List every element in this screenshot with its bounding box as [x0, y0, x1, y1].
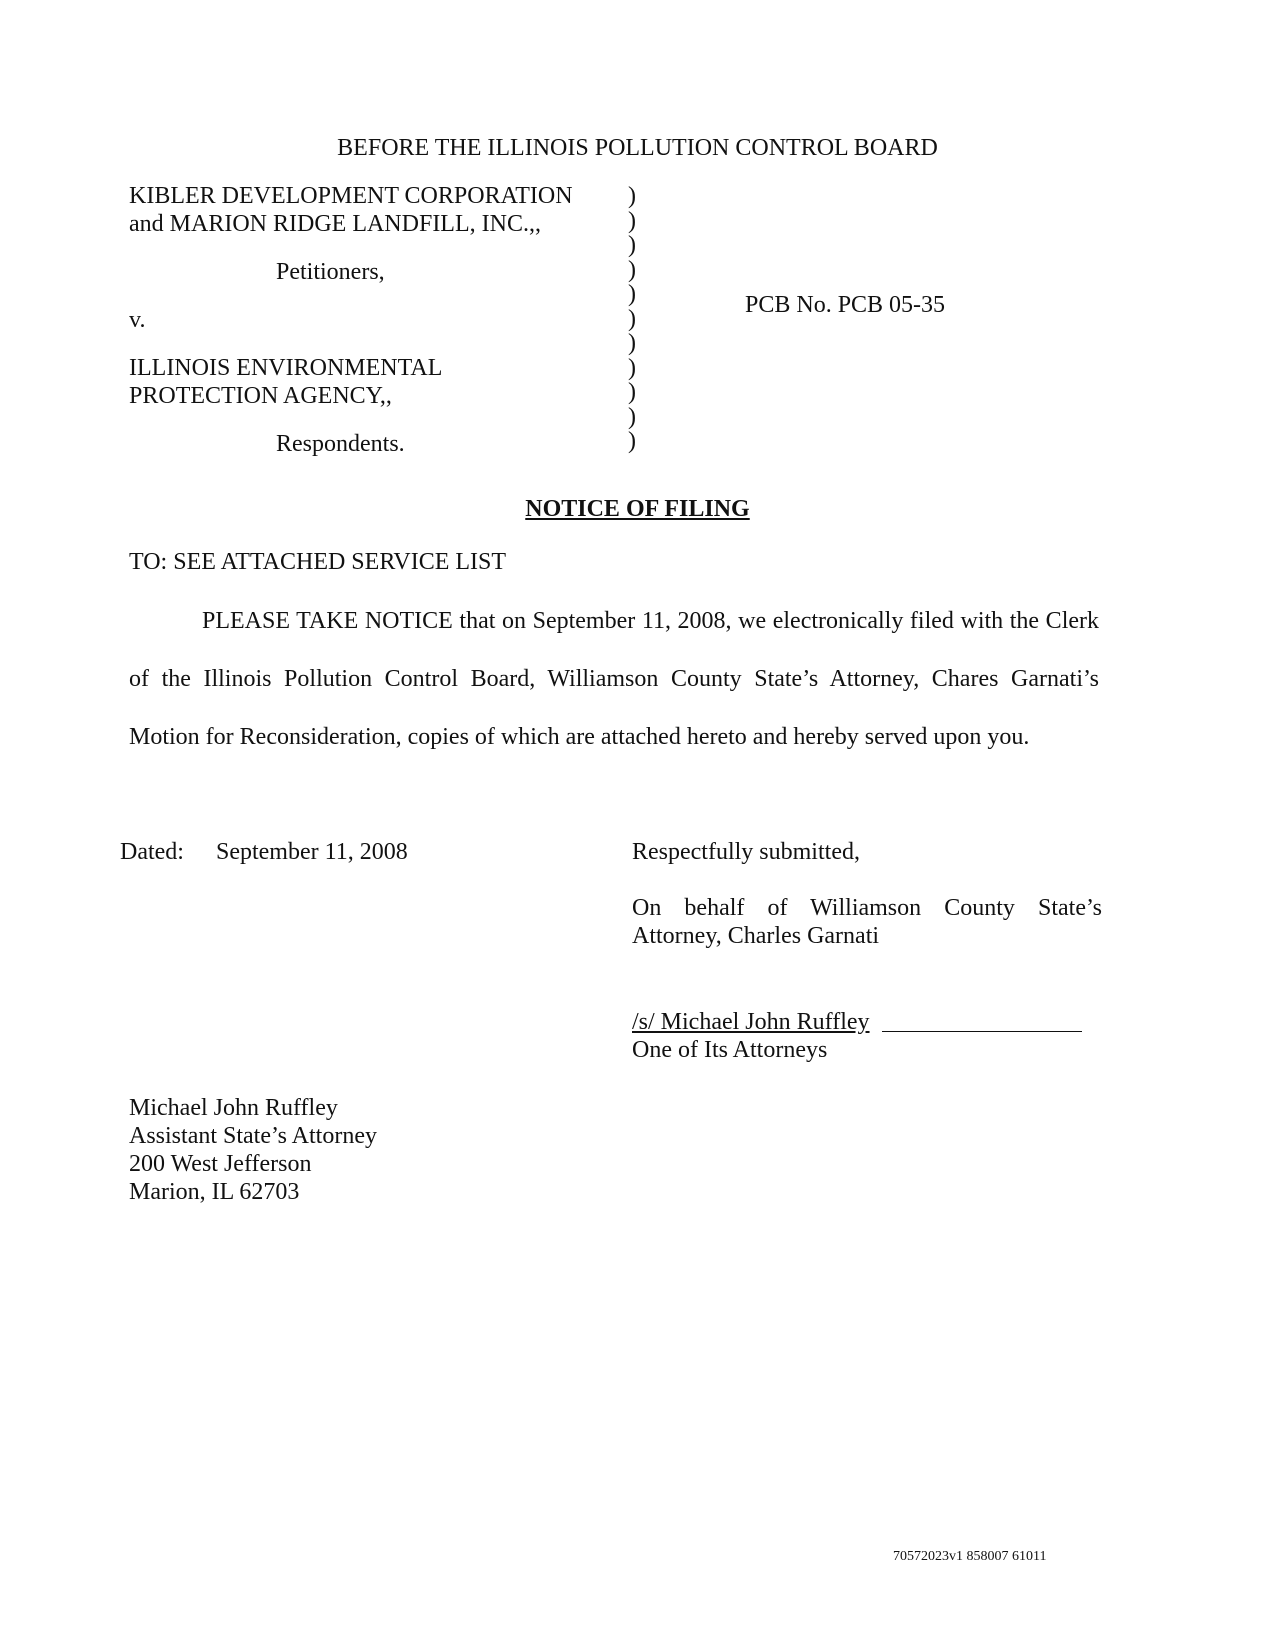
- document-heading: NOTICE OF FILING: [525, 496, 750, 522]
- signature-line: [632, 1008, 1082, 1036]
- respondent-line-2: PROTECTION AGENCY,,: [129, 383, 392, 409]
- closing: Respectfully submitted,: [632, 839, 860, 865]
- case-number: PCB No. PCB 05-35: [745, 292, 946, 318]
- petitioners-label: Petitioners,: [276, 259, 385, 285]
- address-title: Assistant State’s Attorney: [129, 1123, 377, 1149]
- caption-parentheses: [628, 184, 636, 454]
- address-street: 200 West Jefferson: [129, 1151, 312, 1177]
- document-id: 70572023v1 858007 61011: [893, 1549, 1047, 1564]
- caption-paren: ): [628, 281, 636, 307]
- petitioner-line-2: and MARION RIDGE LANDFILL, INC.,,: [129, 211, 541, 237]
- court-title: BEFORE THE ILLINOIS POLLUTION CONTROL BOARD: [337, 135, 938, 161]
- dated-label: Dated:: [120, 839, 184, 865]
- versus: v.: [129, 307, 146, 333]
- respondent-line-1: ILLINOIS ENVIRONMENTAL: [129, 355, 443, 381]
- case-caption: [129, 182, 573, 458]
- caption-paren: ): [628, 232, 636, 258]
- notice-body: PLEASE TAKE NOTICE that on September 11, 2008, we electronically filed with the Clerk of the Illinois Pollution Control Board, Williamson County State’s Attorney, Chares Garnati’s Motion for Reconsideration, copies of which are attached hereto and hereby served upon you.: [129, 608, 1099, 750]
- caption-paren: ): [628, 256, 636, 283]
- electronic-signature: /s/ Michael John Ruffley: [632, 1009, 870, 1035]
- caption-paren: ): [628, 354, 636, 381]
- caption-paren: ): [628, 305, 636, 332]
- caption-paren: ): [628, 403, 636, 430]
- attorney-address: [129, 1094, 377, 1206]
- caption-paren: ): [628, 428, 636, 454]
- caption-paren: ): [628, 183, 636, 209]
- address-city: Marion, IL 62703: [129, 1179, 300, 1205]
- petitioner-line-1: KIBLER DEVELOPMENT CORPORATION: [129, 183, 573, 209]
- signature-rule: [882, 1031, 1082, 1032]
- dated-date: September 11, 2008: [215, 839, 408, 865]
- caption-paren: ): [628, 207, 636, 234]
- on-behalf: On behalf of Williamson County State’s Attorney, Charles Garnati: [632, 895, 1102, 949]
- respondents-label: Respondents.: [276, 431, 405, 457]
- caption-paren: ): [628, 330, 636, 356]
- to-line: TO: SEE ATTACHED SERVICE LIST: [129, 549, 507, 575]
- caption-paren: ): [628, 379, 636, 405]
- address-name: Michael John Ruffley: [129, 1095, 338, 1121]
- dated-line: [120, 838, 408, 866]
- signatory-title: One of Its Attorneys: [632, 1037, 828, 1063]
